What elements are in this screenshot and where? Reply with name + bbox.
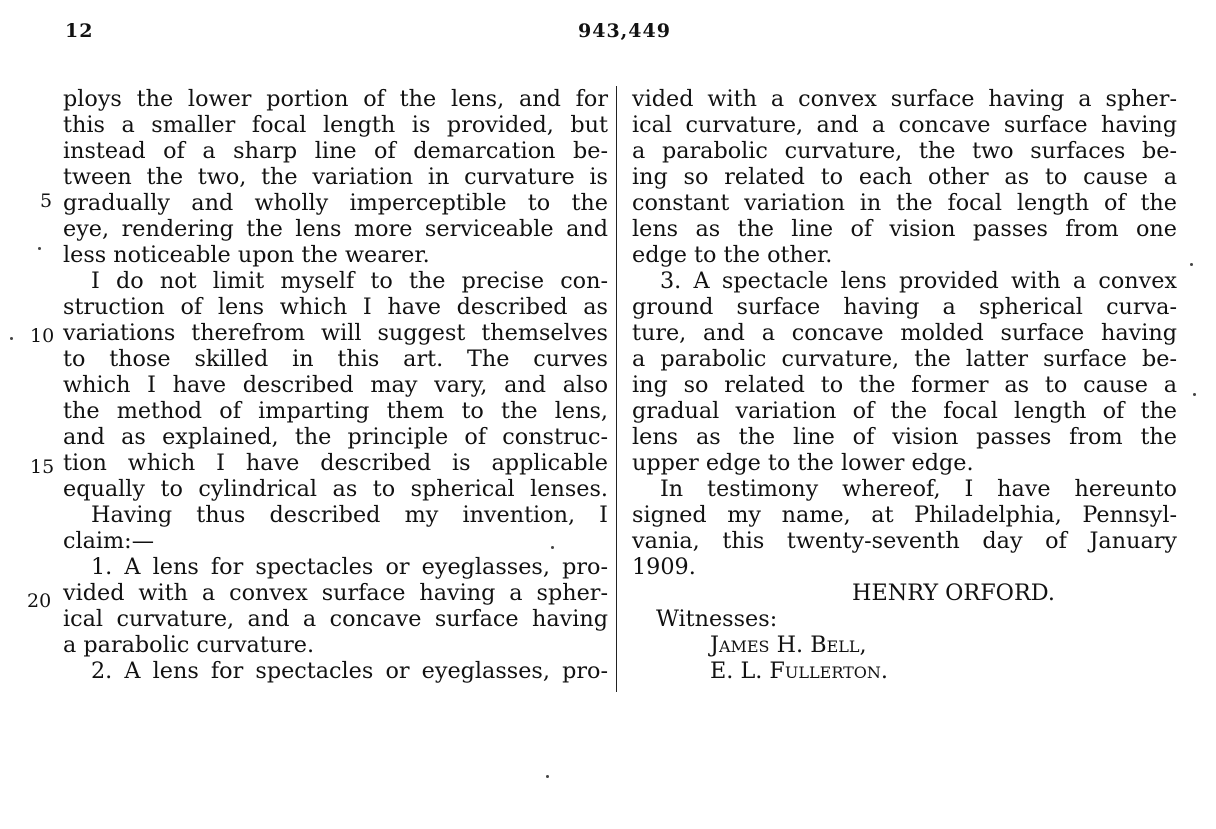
patent-number: 943,449 xyxy=(578,20,671,42)
line-number: 5 xyxy=(40,190,53,212)
text-line: vania, this twenty-seventh day of January xyxy=(632,528,1177,554)
line-number: 15 xyxy=(30,456,55,478)
print-speck xyxy=(1193,393,1196,396)
text-line: ing so related to each other as to cause a xyxy=(632,164,1177,190)
text-line: I do not limit myself to the precise con- xyxy=(91,268,608,294)
text-line: tween the two, the variation in curvature is xyxy=(63,164,608,190)
column-divider xyxy=(616,86,617,692)
text-line: lens as the line of vision passes from the xyxy=(632,424,1177,450)
text-line: which I have described may vary, and also xyxy=(63,372,608,398)
text-line: ground surface having a spherical curva- xyxy=(632,294,1177,320)
print-speck xyxy=(546,775,549,778)
text-line: upper edge to the lower edge. xyxy=(632,450,974,476)
text-line: claim:— xyxy=(63,528,154,554)
text-line: 3. A spectacle lens provided with a convex xyxy=(660,268,1177,294)
right-column xyxy=(632,86,1177,684)
text-line: ing so related to the former as to cause a xyxy=(632,372,1177,398)
text-line: ical curvature, and a concave surface having xyxy=(632,112,1177,138)
text-line: eye, rendering the lens more serviceable and xyxy=(63,216,608,242)
text-line: to those skilled in this art. The curves xyxy=(63,346,608,372)
text-line: instead of a sharp line of demarcation be- xyxy=(63,138,608,164)
text-line: lens as the line of vision passes from one xyxy=(632,216,1177,242)
text-line: a parabolic curvature. xyxy=(63,632,315,658)
line-number: 20 xyxy=(27,590,52,612)
text-line: equally to cylindrical as to spherical lenses. xyxy=(63,476,608,502)
witnesses-label: Witnesses: xyxy=(656,606,778,632)
text-line: a parabolic curvature, the latter surface be- xyxy=(632,346,1177,372)
text-line: a parabolic curvature, the two surfaces be- xyxy=(632,138,1177,164)
text-line: 2. A lens for spectacles or eyeglasses, pro- xyxy=(91,658,608,684)
text-line: gradually and wholly imperceptible to the xyxy=(63,190,608,216)
inventor-signature: HENRY ORFORD. xyxy=(852,580,1055,606)
page-number: 12 xyxy=(65,20,94,42)
text-line: signed my name, at Philadelphia, Pennsyl- xyxy=(632,502,1177,528)
text-line: and as explained, the principle of construc- xyxy=(63,424,608,450)
text-line: 1. A lens for spectacles or eyeglasses, pro- xyxy=(91,554,608,580)
text-line: 1909. xyxy=(632,554,696,580)
text-line: Having thus described my invention, I xyxy=(91,502,608,528)
text-line: ical curvature, and a concave surface having xyxy=(63,606,608,632)
text-line: ploys the lower portion of the lens, and for xyxy=(63,86,608,112)
text-line: this a smaller focal length is provided, but xyxy=(63,112,608,138)
text-line: ture, and a concave molded surface having xyxy=(632,320,1177,346)
witness-name: E. L. Fullerton. xyxy=(710,658,888,684)
print-speck xyxy=(10,337,13,340)
witness-name: James H. Bell, xyxy=(710,632,867,658)
print-speck xyxy=(38,247,41,250)
text-line: tion which I have described is applicable xyxy=(63,450,608,476)
print-speck xyxy=(1190,263,1193,266)
text-line: vided with a convex surface having a spher- xyxy=(63,580,608,606)
text-line: the method of imparting them to the lens, xyxy=(63,398,608,424)
text-line: constant variation in the focal length of the xyxy=(632,190,1177,216)
text-line: less noticeable upon the wearer. xyxy=(63,242,430,268)
text-line: In testimony whereof, I have hereunto xyxy=(660,476,1177,502)
text-line: gradual variation of the focal length of the xyxy=(632,398,1177,424)
print-speck xyxy=(551,546,554,549)
text-line: edge to the other. xyxy=(632,242,833,268)
text-line: struction of lens which I have described as xyxy=(63,294,608,320)
text-line: vided with a convex surface having a spher- xyxy=(632,86,1177,112)
line-number: 10 xyxy=(30,325,55,347)
text-line: variations therefrom will suggest themselves xyxy=(63,320,608,346)
left-column xyxy=(63,86,608,684)
